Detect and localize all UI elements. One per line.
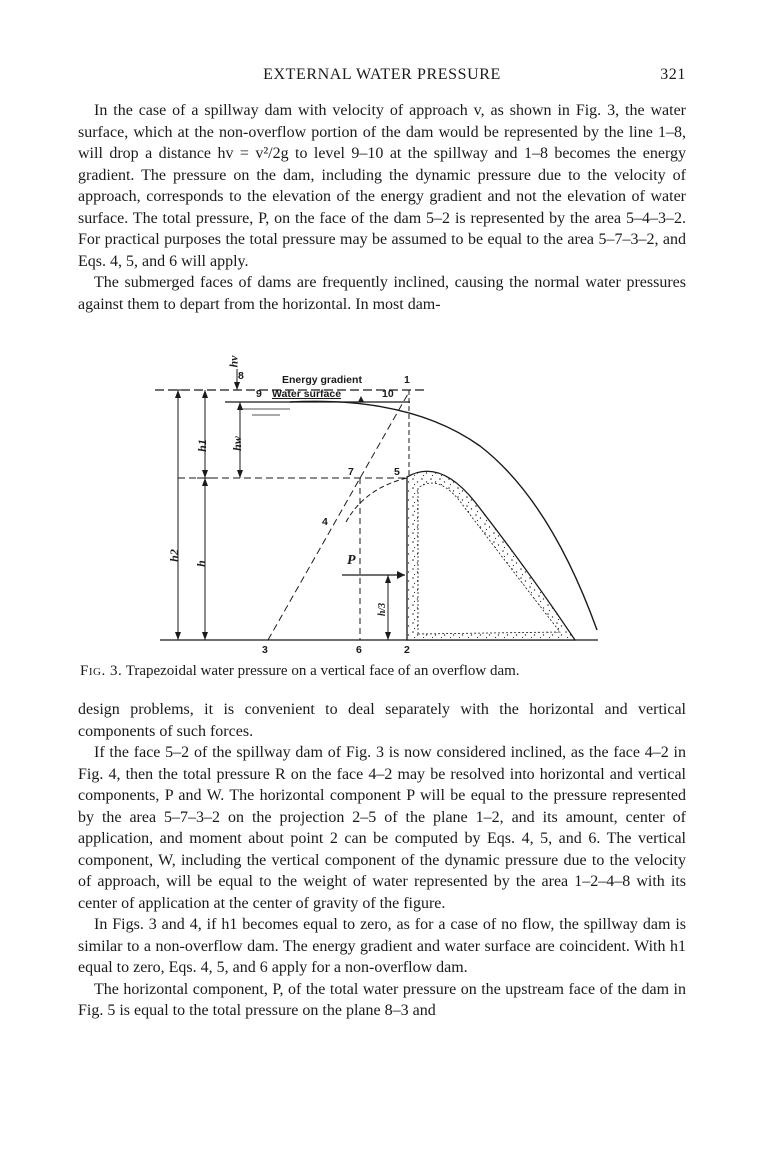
label-point-5: 5: [394, 466, 400, 478]
label-point-10: 10: [382, 388, 394, 400]
paragraph: The horizontal component, P, of the total water pressure on the upstream face of the dam in Fig. 5 is equal to the total pressure on the plane 8–3 and: [78, 980, 686, 1019]
hw-label: hw: [229, 436, 244, 451]
label-point-8: 8: [238, 370, 244, 382]
label-point-4: 4: [322, 516, 328, 528]
running-header: [78, 66, 686, 88]
caption-text: Trapezoidal water pressure on a vertical face of an overflow dam.: [125, 663, 520, 679]
label-point-9: 9: [256, 388, 262, 400]
dam-inner-gallery: [418, 483, 560, 634]
paragraph: The submerged faces of dams are frequently inclined, causing the normal water pressures against them to depart from the horizontal. In most dam-: [78, 274, 686, 313]
figure-3: [150, 355, 620, 658]
chapter-title: EXTERNAL WATER PRESSURE: [263, 66, 501, 83]
caption-figure-number: Fig. 3.: [80, 663, 123, 679]
label-point-3: 3: [262, 644, 268, 656]
h2-label: h2: [166, 549, 181, 562]
pressure-p-label: P: [347, 553, 356, 568]
h1-label: h1: [194, 439, 209, 452]
body-text-bottom: [78, 699, 686, 1022]
paragraph: design problems, it is convenient to deal separately with the horizontal and vertical components of such forces.: [78, 701, 686, 740]
page-number: 321: [660, 66, 686, 83]
paragraph: If the face 5–2 of the spillway dam of Fig. 3 is now considered inclined, as the face 4–2 in Fig. 4, then the total pressure R on the face 4–2 may be resolved into horizontal and vertical components, P and W. The horizontal component P will be equal to the pressure represented by the area 5–7–3–2 on the projection 2–5 of the plane 1–2, and its amount, center of application, and moment about point 2 can be computed by Eqs. 4, 5, and 6. The vertical component, W, including the vertical component of the dynamic pressure due to the velocity of approach, will be equal to the weight of water represented by the area 1–2–4–8 with its center of application at the center of gravity of the figure.: [78, 744, 686, 912]
water-surface-label: Water surface: [272, 388, 342, 400]
energy-gradient-label: Energy gradient: [282, 374, 362, 386]
body-text-top: [78, 100, 686, 315]
h3-label: h/3: [377, 602, 389, 617]
label-point-2: 2: [404, 644, 410, 656]
hv-label: hv: [226, 355, 241, 368]
h-label: h: [193, 560, 208, 567]
paragraph: In the case of a spillway dam with velocity of approach v, as shown in Fig. 3, the water surface, which at the non-overflow portion of the dam would be represented by the line 1–8, will drop a distance hv = v²/2g to level 9–10 at the spillway and 1–8 becomes the energy gradient. The pressure on the dam, including the dynamic pressure due to the velocity of approach, corresponds to the elevation of the energy gradient and not the elevation of water surface. The total pressure, P, on the face of the dam 5–2 is represented by the area 5–4–3–2. For practical purposes the total pressure may be assumed to be equal to the area 5–7–3–2, and Eqs. 4, 5, and 6 will apply.: [78, 102, 686, 270]
figure-caption: [80, 663, 690, 680]
curve-4-5: [346, 478, 407, 522]
label-point-6: 6: [356, 644, 362, 656]
label-point-7: 7: [348, 466, 354, 478]
paragraph: In Figs. 3 and 4, if h1 becomes equal to zero, as for a case of no flow, the spillway dam is similar to a non-overflow dam. The energy gradient and water surface are coincident. With h1 equal to zero, Eqs. 4, 5, and 6 apply for a non-overflow dam.: [78, 916, 686, 976]
label-point-1: 1: [404, 374, 410, 386]
